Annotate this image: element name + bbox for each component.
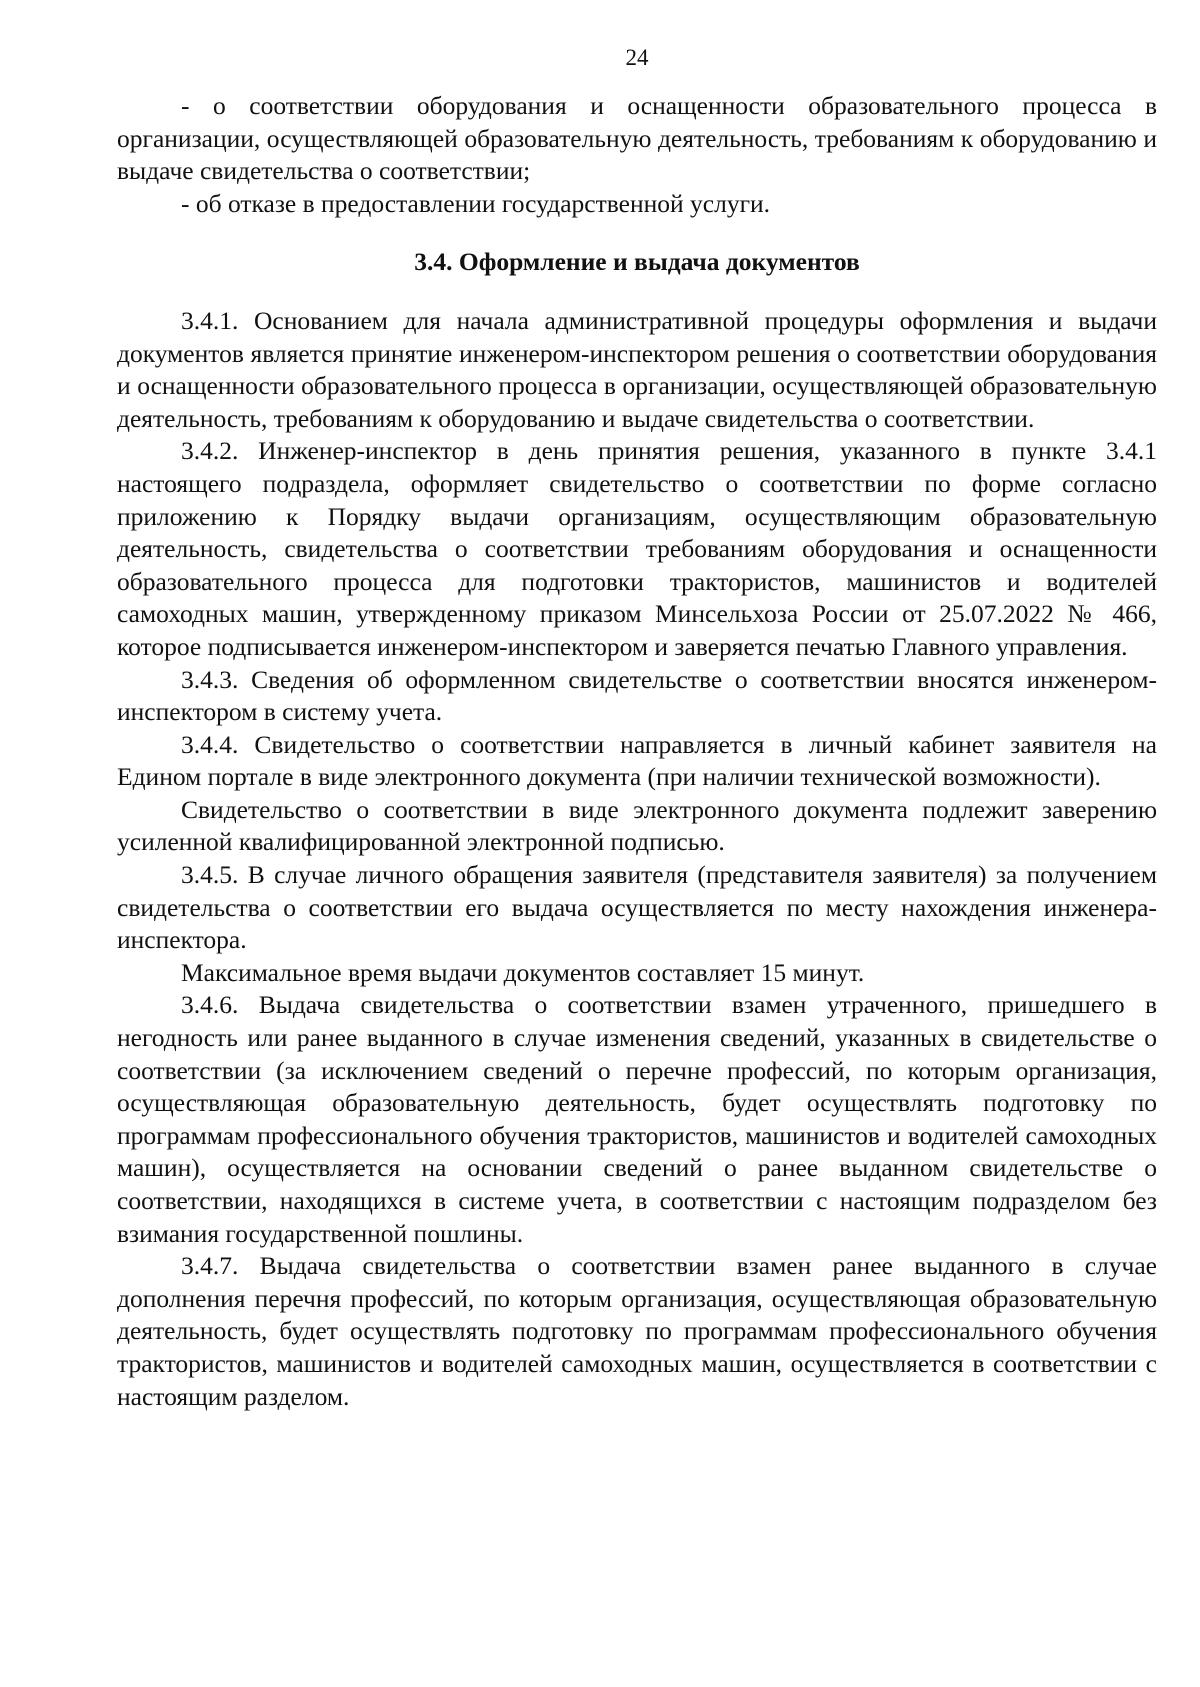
- intro-item-equipment-compliance: - о соответствии оборудования и оснащенности образовательного процесса в организации, осуществляющей образовательную деятельность, требованиям к оборудованию и выдаче свидетельства о соответствии;: [117, 91, 1157, 186]
- paragraph-3-4-4: 3.4.4. Свидетельство о соответствии направляется в личный кабинет заявителя на Едином портале в виде электронного документа (при наличии технической возможности).: [117, 729, 1157, 792]
- section-title: 3.4. Оформление и выдача документов: [414, 247, 860, 277]
- intro-item-service-refusal: - об отказе в предоставлении государственной услуги.: [181, 188, 771, 218]
- document-page: [117, 44, 1157, 1413]
- paragraph-electronic-signature: Свидетельство о соответствии в виде электронного документа подлежит заверению усиленной квалифицированной электронной подписью.: [117, 794, 1157, 857]
- paragraph-3-4-7: 3.4.7. Выдача свидетельства о соответствии взамен ранее выданного в случае дополнения перечня профессий, по которым организация, осуществляющая образовательную деятельность, будет осуществлять подготовку по программам профессионального обучения трактористов, машинистов и водителей самоходных машин, осуществляется в соответствии с настоящим разделом.: [117, 1251, 1157, 1411]
- paragraph-3-4-3: 3.4.3. Сведения об оформленном свидетельстве о соответствии вносятся инженером-инспектором в систему учета.: [117, 664, 1157, 727]
- paragraph-3-4-1: 3.4.1. Основанием для начала административной процедуры оформления и выдачи документов является принятие инженером-инспектором решения о соответствии оборудования и оснащенности образовательного процесса в организации, осуществляющей образовательную деятельность, требованиям к оборудованию и выдаче свидетельства о соответствии.: [117, 305, 1157, 433]
- paragraph-3-4-2: 3.4.2. Инженер-инспектор в день принятия решения, указанного в пункте 3.4.1 настоящего подраздела, оформляет свидетельство о соответствии по форме согласно приложению к Порядку выдачи организациям, осуществляющим образовательную деятельность, свидетельства о соответствии требованиям оборудования и оснащенности образовательного процесса для подготовки трактористов, машинистов и водителей самоходных машин, утвержденному приказом Минсельхоза России от 25.07.2022 № 466, которое подписывается инженером-инспектором и заверяется печатью Главного управления.: [117, 436, 1157, 661]
- paragraph-max-issue-time: Максимальное время выдачи документов составляет 15 минут.: [181, 957, 865, 987]
- page-number: 24: [625, 45, 649, 70]
- paragraph-3-4-5: 3.4.5. В случае личного обращения заявителя (представителя заявителя) за получением свидетельства о соответствии его выдача осуществляется по месту нахождения инженера-инспектора.: [117, 860, 1157, 955]
- paragraph-3-4-6: 3.4.6. Выдача свидетельства о соответствии взамен утраченного, пришедшего в негодность или ранее выданного в случае изменения сведений, указанных в свидетельстве о соответствии (за исключением сведений о перечне профессий, по которым организация, осуществляющая образовательную деятельность, будет осуществлять подготовку по программам профессионального обучения трактористов, машинистов и водителей самоходных машин), осуществляется на основании сведений о ранее выданном свидетельстве о соответствии, находящихся в системе учета, в соответствии с настоящим подразделом без взимания государственной пошлины.: [117, 990, 1157, 1248]
